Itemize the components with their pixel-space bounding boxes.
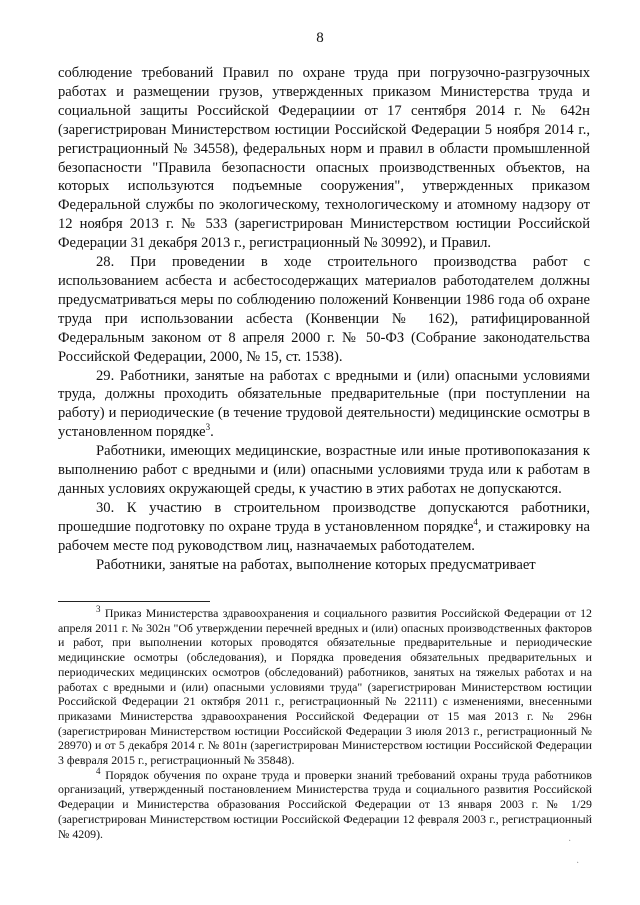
paragraph-29 <box>58 367 590 443</box>
paragraph-30 <box>58 499 590 556</box>
page-number: 8 <box>316 30 324 46</box>
paragraph-28: 28. При проведении в ходе строительного производства работ с использованием асбеста и асбестосодержащих материалов работодателем должны предусматриваться меры по соблюдению положений Конвенции 1986 года об охране труда при использовании асбеста (Конвенции № 162), ратифицированной Федеральным законом от 8 апреля 2000 г. № 50-ФЗ (Собрание законодательства Российской Федерации, 2000, № 15, ст. 1538). <box>58 254 590 365</box>
scan-mark-2: · <box>576 858 580 869</box>
footnote-ref-3: 3 <box>205 422 211 433</box>
footnote-4 <box>58 765 592 842</box>
footnote-4-number: 4 <box>96 765 101 776</box>
footnote-separator <box>58 601 210 602</box>
paragraph-29-text: 29. Работники, занятые на работах с вредными и (или) опасными условиями труда, должны проходить обязательные предварительные (при поступлении на работу) и периодические (в течение трудовой деятельности) медицинские осмотры в установленном порядке <box>58 367 590 441</box>
footnote-ref-4: 4 <box>473 516 478 527</box>
footnote-3 <box>58 606 592 768</box>
paragraph-30-text-a: 30. К участию в строительном производстве допускаются работники, прошедшие подготовку по охране труда в установленном порядке <box>58 499 590 535</box>
scan-mark: · <box>568 836 572 847</box>
footnote-3-number: 3 <box>96 604 101 615</box>
footnote-3-text: Приказ Министерства здравоохранения и социального развития Российской Федерации от 12 апреля 2011 г. № 302н "Об утверждении перечней вредных и (или) опасных производственных факторов и работ, при выполнении которых проводятся обязательные предварительные и периодические медицинские осмотры (обследования), и Порядка проведения обязательных предварительных и периодических медицинских осмотров (обследований) работников, занятых на тяжелых работах и на работах с вредными и (или) опасными условиями труда" (зарегистрирован Министерством юстиции Российской Федерации 21 октября 2011 г., регистрационный № 22111) с изменениями, внесенными приказами Министерства здравоохранения Российской Федерации от 15 мая 2013 г. № 296н (зарегистрирован Министерством юстиции Российской Федерации 3 июля 2013 г., регистрационный № 28970) и от 5 декабря 2014 г. № 801н (зарегистрирован Министерством юстиции Российской Федерации 3 февраля 2015 г., регистрационный № 35848). <box>58 606 592 768</box>
paragraph-30-text-b: , и стажировку на рабочем месте под руководством лиц, назначаемых работодателем. <box>58 518 590 554</box>
paragraph-continuation: соблюдение требований Правил по охране труда при погрузочно-разгрузочных работах и размещении грузов, утвержденных приказом Министерства труда и социальной защиты Российской Федерациии от 17 сентября 2014 г. № 642н (зарегистрирован Министерством юстиции Российской Федерации 5 ноября 2014 г., регистрационный № 34558), федеральных норм и правил в области промышленной безопасности "Правила безопасности опасных производственных объектов, на которых используются подъемные сооружения", утвержденных приказом Федеральной службы по экологическому, технологическому и атомному надзору от 12 ноября 2013 г. № 533 (зарегистрирован Министерством юстиции Российской Федерации 31 декабря 2013 г., регистрационный № 30992), и Правил. <box>58 65 590 252</box>
paragraph-workers: Работники, занятые на работах, выполнение которых предусматривает <box>96 556 536 573</box>
paragraph-29-end: . <box>210 424 214 441</box>
footnotes <box>58 606 592 841</box>
main-text <box>58 64 590 574</box>
paragraph-contraindications: Работники, имеющих медицинские, возрастные или иные противопоказания к выполнению работ с вредными и (или) опасными условиями труда или к работам в данных условиях окружающей среды, к участию в этих работах не допускаются. <box>58 443 590 497</box>
footnote-4-text: Порядок обучения по охране труда и проверки знаний требований охраны труда работников организаций, утвержденный постановлением Министерства труда и социального развития Российской Федерации и Министерства образования Российской Федерации от 13 января 2003 г. № 1/29 (зарегистрирован Министерством юстиции Российской Федерации 12 февраля 2003 г., регистрационный № 4209). <box>58 767 592 841</box>
